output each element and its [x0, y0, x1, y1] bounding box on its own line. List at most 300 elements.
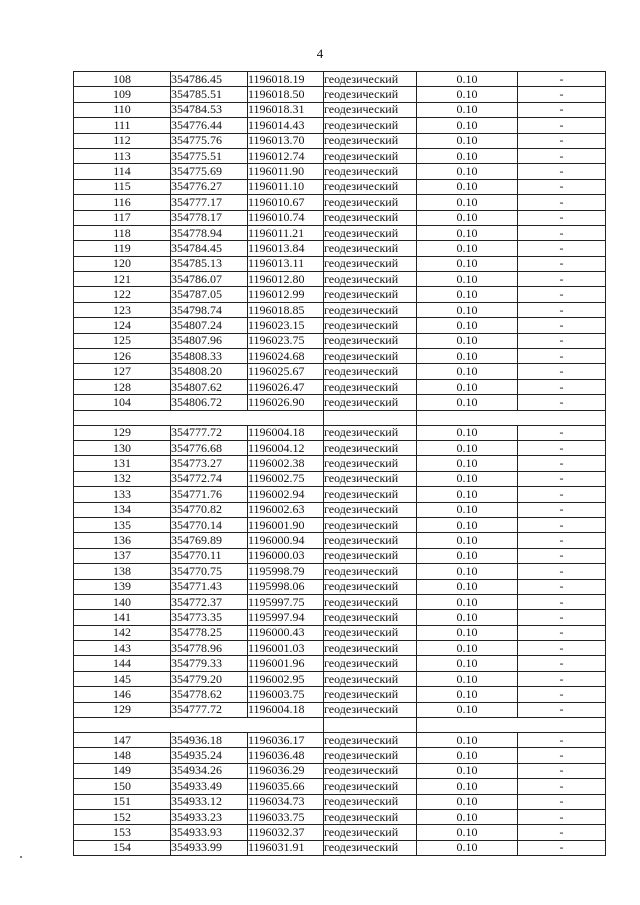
point-number-cell: 126: [74, 349, 171, 364]
table-row: [74, 287, 606, 302]
accuracy-cell: 0.10: [417, 395, 518, 410]
table-row: [74, 87, 606, 102]
x-coordinate-cell: 354806.72: [171, 395, 248, 410]
note-cell: -: [518, 809, 606, 824]
y-coordinate-cell: 1196032.37: [248, 825, 324, 840]
note-cell: -: [518, 440, 606, 455]
table-row: [74, 794, 606, 809]
point-number-cell: 118: [74, 225, 171, 240]
note-cell: -: [518, 364, 606, 379]
accuracy-cell: 0.10: [417, 425, 518, 440]
accuracy-cell: 0.10: [417, 287, 518, 302]
x-coordinate-cell: 354777.72: [171, 425, 248, 440]
separator-cell: [417, 718, 606, 733]
block-separator-row: [74, 410, 606, 425]
accuracy-cell: 0.10: [417, 517, 518, 532]
accuracy-cell: 0.10: [417, 148, 518, 163]
table-row: [74, 148, 606, 163]
x-coordinate-cell: 354775.69: [171, 164, 248, 179]
point-number-cell: 117: [74, 210, 171, 225]
x-coordinate-cell: 354778.17: [171, 210, 248, 225]
table-row: [74, 333, 606, 348]
y-coordinate-cell: 1196036.48: [248, 748, 324, 763]
y-coordinate-cell: 1196002.95: [248, 671, 324, 686]
accuracy-cell: 0.10: [417, 579, 518, 594]
point-number-cell: 121: [74, 272, 171, 287]
method-cell: геодезический: [324, 72, 417, 87]
method-cell: геодезический: [324, 548, 417, 563]
note-cell: -: [518, 641, 606, 656]
point-number-cell: 112: [74, 133, 171, 148]
point-number-cell: 129: [74, 702, 171, 717]
method-cell: геодезический: [324, 102, 417, 117]
x-coordinate-cell: 354786.07: [171, 272, 248, 287]
y-coordinate-cell: 1196001.03: [248, 641, 324, 656]
note-cell: -: [518, 302, 606, 317]
y-coordinate-cell: 1196000.03: [248, 548, 324, 563]
note-cell: -: [518, 456, 606, 471]
method-cell: геодезический: [324, 179, 417, 194]
y-coordinate-cell: 1196023.15: [248, 318, 324, 333]
table-row: [74, 687, 606, 702]
accuracy-cell: 0.10: [417, 656, 518, 671]
table-row: [74, 748, 606, 763]
accuracy-cell: 0.10: [417, 72, 518, 87]
note-cell: -: [518, 733, 606, 748]
table-row: [74, 671, 606, 686]
y-coordinate-cell: 1196012.74: [248, 148, 324, 163]
y-coordinate-cell: 1196036.29: [248, 763, 324, 778]
separator-cell: [74, 410, 324, 425]
point-number-cell: 124: [74, 318, 171, 333]
x-coordinate-cell: 354785.51: [171, 87, 248, 102]
method-cell: геодезический: [324, 594, 417, 609]
y-coordinate-cell: 1196018.31: [248, 102, 324, 117]
note-cell: -: [518, 794, 606, 809]
method-cell: геодезический: [324, 702, 417, 717]
note-cell: -: [518, 687, 606, 702]
page-number: 4: [316, 46, 324, 61]
x-coordinate-cell: 354779.33: [171, 656, 248, 671]
y-coordinate-cell: 1195998.06: [248, 579, 324, 594]
note-cell: -: [518, 72, 606, 87]
point-number-cell: 145: [74, 671, 171, 686]
table-row: [74, 625, 606, 640]
note-cell: -: [518, 395, 606, 410]
x-coordinate-cell: 354807.24: [171, 318, 248, 333]
method-cell: геодезический: [324, 395, 417, 410]
note-cell: -: [518, 148, 606, 163]
point-number-cell: 110: [74, 102, 171, 117]
separator-cell: [324, 718, 417, 733]
accuracy-cell: 0.10: [417, 548, 518, 563]
y-coordinate-cell: 1195998.79: [248, 564, 324, 579]
separator-cell: [417, 410, 606, 425]
point-number-cell: 131: [74, 456, 171, 471]
point-number-cell: 135: [74, 517, 171, 532]
point-number-cell: 149: [74, 763, 171, 778]
y-coordinate-cell: 1196025.67: [248, 364, 324, 379]
table-row: [74, 164, 606, 179]
table-row: [74, 210, 606, 225]
point-number-cell: 111: [74, 118, 171, 133]
accuracy-cell: 0.10: [417, 302, 518, 317]
table-row: [74, 364, 606, 379]
accuracy-cell: 0.10: [417, 687, 518, 702]
table-row: [74, 471, 606, 486]
x-coordinate-cell: 354770.75: [171, 564, 248, 579]
table-row: [74, 302, 606, 317]
point-number-cell: 119: [74, 241, 171, 256]
y-coordinate-cell: 1196000.94: [248, 533, 324, 548]
method-cell: геодезический: [324, 733, 417, 748]
note-cell: -: [518, 179, 606, 194]
y-coordinate-cell: 1196002.63: [248, 502, 324, 517]
table-row: [74, 594, 606, 609]
y-coordinate-cell: 1196033.75: [248, 809, 324, 824]
y-coordinate-cell: 1196024.68: [248, 349, 324, 364]
method-cell: геодезический: [324, 502, 417, 517]
x-coordinate-cell: 354771.76: [171, 487, 248, 502]
table-row: [74, 102, 606, 117]
method-cell: геодезический: [324, 748, 417, 763]
point-number-cell: 109: [74, 87, 171, 102]
note-cell: -: [518, 287, 606, 302]
method-cell: геодезический: [324, 809, 417, 824]
note-cell: -: [518, 318, 606, 333]
note-cell: -: [518, 656, 606, 671]
x-coordinate-cell: 354936.18: [171, 733, 248, 748]
accuracy-cell: 0.10: [417, 379, 518, 394]
x-coordinate-cell: 354786.45: [171, 72, 248, 87]
x-coordinate-cell: 354808.20: [171, 364, 248, 379]
table-row: [74, 656, 606, 671]
note-cell: -: [518, 671, 606, 686]
method-cell: геодезический: [324, 641, 417, 656]
x-coordinate-cell: 354770.82: [171, 502, 248, 517]
table-row: [74, 241, 606, 256]
table-row: [74, 502, 606, 517]
note-cell: -: [518, 87, 606, 102]
method-cell: геодезический: [324, 164, 417, 179]
point-number-cell: 130: [74, 440, 171, 455]
method-cell: геодезический: [324, 564, 417, 579]
x-coordinate-cell: 354798.74: [171, 302, 248, 317]
note-cell: -: [518, 241, 606, 256]
method-cell: геодезический: [324, 840, 417, 855]
table-row: [74, 809, 606, 824]
table-row: [74, 564, 606, 579]
accuracy-cell: 0.10: [417, 102, 518, 117]
y-coordinate-cell: 1196026.90: [248, 395, 324, 410]
x-coordinate-cell: 354777.72: [171, 702, 248, 717]
accuracy-cell: 0.10: [417, 364, 518, 379]
note-cell: -: [518, 625, 606, 640]
point-number-cell: 122: [74, 287, 171, 302]
accuracy-cell: 0.10: [417, 779, 518, 794]
y-coordinate-cell: 1196002.75: [248, 471, 324, 486]
table-row: [74, 533, 606, 548]
table-row: [74, 195, 606, 210]
point-number-cell: 140: [74, 594, 171, 609]
point-number-cell: 104: [74, 395, 171, 410]
method-cell: геодезический: [324, 794, 417, 809]
accuracy-cell: 0.10: [417, 625, 518, 640]
accuracy-cell: 0.10: [417, 733, 518, 748]
point-number-cell: 138: [74, 564, 171, 579]
x-coordinate-cell: 354776.27: [171, 179, 248, 194]
accuracy-cell: 0.10: [417, 272, 518, 287]
accuracy-cell: 0.10: [417, 210, 518, 225]
table-row: [74, 118, 606, 133]
accuracy-cell: 0.10: [417, 256, 518, 271]
separator-cell: [324, 410, 417, 425]
method-cell: геодезический: [324, 318, 417, 333]
point-number-cell: 153: [74, 825, 171, 840]
table-row: [74, 440, 606, 455]
point-number-cell: 115: [74, 179, 171, 194]
method-cell: геодезический: [324, 456, 417, 471]
accuracy-cell: 0.10: [417, 133, 518, 148]
method-cell: геодезический: [324, 241, 417, 256]
note-cell: -: [518, 825, 606, 840]
y-coordinate-cell: 1196014.43: [248, 118, 324, 133]
y-coordinate-cell: 1196035.66: [248, 779, 324, 794]
note-cell: -: [518, 610, 606, 625]
x-coordinate-cell: 354772.74: [171, 471, 248, 486]
y-coordinate-cell: 1196023.75: [248, 333, 324, 348]
note-cell: -: [518, 548, 606, 563]
y-coordinate-cell: 1196004.12: [248, 440, 324, 455]
method-cell: геодезический: [324, 779, 417, 794]
point-number-cell: 133: [74, 487, 171, 502]
point-number-cell: 127: [74, 364, 171, 379]
x-coordinate-cell: 354935.24: [171, 748, 248, 763]
x-coordinate-cell: 354770.14: [171, 517, 248, 532]
method-cell: геодезический: [324, 487, 417, 502]
y-coordinate-cell: 1196010.74: [248, 210, 324, 225]
accuracy-cell: 0.10: [417, 671, 518, 686]
table-row: [74, 840, 606, 855]
table-row: [74, 517, 606, 532]
y-coordinate-cell: 1196018.19: [248, 72, 324, 87]
table-row: [74, 318, 606, 333]
note-cell: -: [518, 102, 606, 117]
point-number-cell: 137: [74, 548, 171, 563]
method-cell: геодезический: [324, 610, 417, 625]
point-number-cell: 141: [74, 610, 171, 625]
accuracy-cell: 0.10: [417, 748, 518, 763]
method-cell: геодезический: [324, 517, 417, 532]
method-cell: геодезический: [324, 671, 417, 686]
accuracy-cell: 0.10: [417, 502, 518, 517]
accuracy-cell: 0.10: [417, 164, 518, 179]
table-row: [74, 779, 606, 794]
table-row: [74, 548, 606, 563]
x-coordinate-cell: 354773.27: [171, 456, 248, 471]
method-cell: геодезический: [324, 379, 417, 394]
method-cell: геодезический: [324, 287, 417, 302]
x-coordinate-cell: 354776.44: [171, 118, 248, 133]
point-number-cell: 152: [74, 809, 171, 824]
point-number-cell: 147: [74, 733, 171, 748]
method-cell: геодезический: [324, 579, 417, 594]
accuracy-cell: 0.10: [417, 702, 518, 717]
point-number-cell: 154: [74, 840, 171, 855]
point-number-cell: 125: [74, 333, 171, 348]
x-coordinate-cell: 354933.93: [171, 825, 248, 840]
accuracy-cell: 0.10: [417, 840, 518, 855]
accuracy-cell: 0.10: [417, 195, 518, 210]
accuracy-cell: 0.10: [417, 318, 518, 333]
y-coordinate-cell: 1196026.47: [248, 379, 324, 394]
y-coordinate-cell: 1196001.90: [248, 517, 324, 532]
table-row: [74, 72, 606, 87]
method-cell: геодезический: [324, 440, 417, 455]
note-cell: -: [518, 579, 606, 594]
note-cell: -: [518, 256, 606, 271]
method-cell: геодезический: [324, 272, 417, 287]
x-coordinate-cell: 354778.25: [171, 625, 248, 640]
method-cell: геодезический: [324, 656, 417, 671]
table-row: [74, 349, 606, 364]
x-coordinate-cell: 354807.96: [171, 333, 248, 348]
point-number-cell: 148: [74, 748, 171, 763]
note-cell: -: [518, 702, 606, 717]
method-cell: геодезический: [324, 148, 417, 163]
accuracy-cell: 0.10: [417, 456, 518, 471]
method-cell: геодезический: [324, 687, 417, 702]
table-row: [74, 379, 606, 394]
y-coordinate-cell: 1196002.38: [248, 456, 324, 471]
accuracy-cell: 0.10: [417, 825, 518, 840]
note-cell: -: [518, 487, 606, 502]
point-number-cell: 134: [74, 502, 171, 517]
x-coordinate-cell: 354775.76: [171, 133, 248, 148]
method-cell: геодезический: [324, 763, 417, 778]
table-row: [74, 272, 606, 287]
point-number-cell: 139: [74, 579, 171, 594]
accuracy-cell: 0.10: [417, 440, 518, 455]
y-coordinate-cell: 1196004.18: [248, 425, 324, 440]
table-row: [74, 641, 606, 656]
y-coordinate-cell: 1196012.80: [248, 272, 324, 287]
x-coordinate-cell: 354775.51: [171, 148, 248, 163]
y-coordinate-cell: 1196034.73: [248, 794, 324, 809]
note-cell: -: [518, 195, 606, 210]
y-coordinate-cell: 1196000.43: [248, 625, 324, 640]
y-coordinate-cell: 1196010.67: [248, 195, 324, 210]
note-cell: -: [518, 517, 606, 532]
method-cell: геодезический: [324, 210, 417, 225]
method-cell: геодезический: [324, 349, 417, 364]
accuracy-cell: 0.10: [417, 794, 518, 809]
y-coordinate-cell: 1196013.11: [248, 256, 324, 271]
x-coordinate-cell: 354933.99: [171, 840, 248, 855]
y-coordinate-cell: 1196031.91: [248, 840, 324, 855]
y-coordinate-cell: 1196001.96: [248, 656, 324, 671]
note-cell: -: [518, 133, 606, 148]
accuracy-cell: 0.10: [417, 763, 518, 778]
accuracy-cell: 0.10: [417, 87, 518, 102]
method-cell: геодезический: [324, 256, 417, 271]
accuracy-cell: 0.10: [417, 241, 518, 256]
point-number-cell: 142: [74, 625, 171, 640]
point-number-cell: 144: [74, 656, 171, 671]
y-coordinate-cell: 1196013.84: [248, 241, 324, 256]
x-coordinate-cell: 354784.53: [171, 102, 248, 117]
note-cell: -: [518, 272, 606, 287]
table-row: [74, 256, 606, 271]
x-coordinate-cell: 354784.45: [171, 241, 248, 256]
note-cell: -: [518, 594, 606, 609]
table-row: [74, 225, 606, 240]
x-coordinate-cell: 354808.33: [171, 349, 248, 364]
separator-cell: [74, 718, 324, 733]
note-cell: -: [518, 425, 606, 440]
point-number-cell: 128: [74, 379, 171, 394]
x-coordinate-cell: 354785.13: [171, 256, 248, 271]
method-cell: геодезический: [324, 533, 417, 548]
table-row: [74, 425, 606, 440]
x-coordinate-cell: 354933.23: [171, 809, 248, 824]
point-number-cell: 146: [74, 687, 171, 702]
note-cell: -: [518, 333, 606, 348]
x-coordinate-cell: 354787.05: [171, 287, 248, 302]
table-row: [74, 579, 606, 594]
accuracy-cell: 0.10: [417, 349, 518, 364]
note-cell: -: [518, 502, 606, 517]
note-cell: -: [518, 210, 606, 225]
note-cell: -: [518, 779, 606, 794]
note-cell: -: [518, 349, 606, 364]
note-cell: -: [518, 118, 606, 133]
x-coordinate-cell: 354933.12: [171, 794, 248, 809]
accuracy-cell: 0.10: [417, 118, 518, 133]
x-coordinate-cell: 354934.26: [171, 763, 248, 778]
method-cell: геодезический: [324, 825, 417, 840]
note-cell: -: [518, 763, 606, 778]
y-coordinate-cell: 1196011.10: [248, 179, 324, 194]
table-row: [74, 487, 606, 502]
method-cell: геодезический: [324, 364, 417, 379]
scan-speck: [20, 856, 22, 858]
note-cell: -: [518, 840, 606, 855]
note-cell: -: [518, 748, 606, 763]
accuracy-cell: 0.10: [417, 333, 518, 348]
note-cell: -: [518, 533, 606, 548]
y-coordinate-cell: 1196003.75: [248, 687, 324, 702]
note-cell: -: [518, 471, 606, 486]
x-coordinate-cell: 354770.11: [171, 548, 248, 563]
x-coordinate-cell: 354778.62: [171, 687, 248, 702]
method-cell: геодезический: [324, 471, 417, 486]
point-number-cell: 116: [74, 195, 171, 210]
coordinates-table-body: [74, 72, 606, 856]
accuracy-cell: 0.10: [417, 564, 518, 579]
note-cell: -: [518, 564, 606, 579]
table-row: [74, 825, 606, 840]
y-coordinate-cell: 1196013.70: [248, 133, 324, 148]
x-coordinate-cell: 354769.89: [171, 533, 248, 548]
point-number-cell: 129: [74, 425, 171, 440]
table-row: [74, 395, 606, 410]
x-coordinate-cell: 354771.43: [171, 579, 248, 594]
method-cell: геодезический: [324, 225, 417, 240]
point-number-cell: 108: [74, 72, 171, 87]
point-number-cell: 143: [74, 641, 171, 656]
method-cell: геодезический: [324, 87, 417, 102]
